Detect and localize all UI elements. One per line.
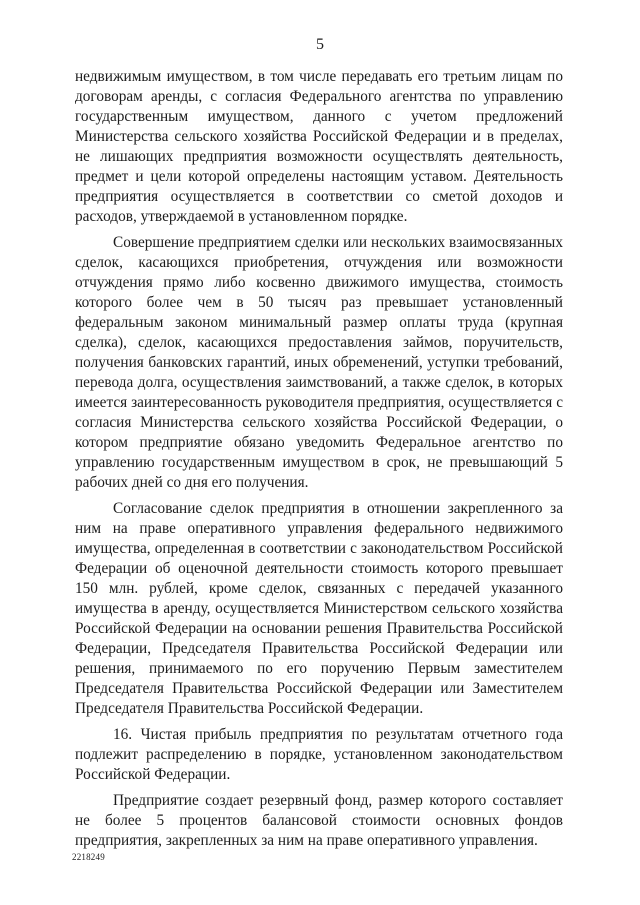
- document-code: 2218249: [72, 852, 105, 862]
- paragraph-continuation: недвижимым имуществом, в том числе передавать его третьим лицам по договорам аренды, с согласия Федерального агентства по управлению государственным имуществом, данного с учетом предложений Министерства сельского хозяйства Российской Федерации и в пределах, не лишающих предприятия возможности осуществлять деятельность, предмет и цели которой определены настоящим уставом. Деятельность предприятия осуществляется в соответствии со сметой доходов и расходов, утверждаемой в установленном порядке.: [75, 68, 563, 225]
- paragraph-reserve-fund: Предприятие создает резервный фонд, размер которого составляет не более 5 процентов балансовой стоимости основных фондов предприятия, закрепленных за ним на праве оперативного управления.: [75, 792, 563, 849]
- paragraph-real-estate-approval: Согласование сделок предприятия в отношении закрепленного за ним на праве оперативного управления федерального недвижимого имущества, определенная в соответствии с законодательством Российской Федерации об оценочной деятельности стоимость которого превышает 150 млн. рублей, кроме сделок, связанных с передачей указанного имущества в аренду, осуществляется Министерством сельского хозяйства Российской Федерации на основании решения Правительства Российской Федерации, Председателя Правительства Российской Федерации или решения, принимаемого по его поручению Первым заместителем Председателя Правительства Российской Федерации или Заместителем Председателя Правительства Российской Федерации.: [75, 500, 563, 717]
- document-body: [75, 67, 563, 857]
- paragraph-net-profit: 16. Чистая прибыль предприятия по результатам отчетного года подлежит распределению в порядке, установленном законодательством Российской Федерации.: [75, 726, 563, 783]
- page-number: 5: [316, 36, 324, 53]
- paragraph-major-transactions: Совершение предприятием сделки или нескольких взаимосвязанных сделок, касающихся приобретения, отчуждения или возможности отчуждения прямо либо косвенно движимого имущества, стоимость которого более чем в 50 тысяч раз превышает установленный федеральным законом минимальный размер оплаты труда (крупная сделка), сделок, касающихся предоставления займов, поручительств, получения банковских гарантий, иных обременений, уступки требований, перевода долга, осуществления заимствований, а также сделок, в которых имеется заинтересованность руководителя предприятия, осуществляется с согласия Министерства сельского хозяйства Российской Федерации, о котором предприятие обязано уведомить Федеральное агентство по управлению государственным имуществом в срок, не превышающий 5 рабочих дней со дня его получения.: [75, 234, 563, 491]
